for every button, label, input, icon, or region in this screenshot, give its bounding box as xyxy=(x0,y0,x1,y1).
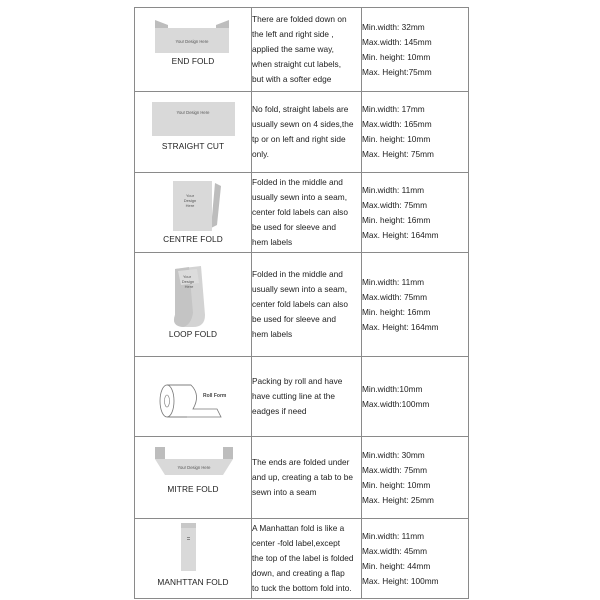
desc-line: The ends are folded under xyxy=(252,457,350,467)
mitre-fold-label-icon xyxy=(135,437,252,519)
manhattan-fold-description xyxy=(252,519,362,599)
spec-min-width: Min.width: 32mm xyxy=(362,21,425,32)
spec-max-height: Max. Height: 164mm xyxy=(362,229,439,240)
end-fold-illustration-cell xyxy=(135,8,252,92)
mitre-fold-specs xyxy=(362,437,469,519)
desc-line: have cutting line at the xyxy=(252,391,336,401)
desc-line: usually sewn into a seam, xyxy=(252,284,348,294)
desc-line: Packing by roll and have xyxy=(252,376,343,386)
table-row-manhattan-fold xyxy=(135,519,469,599)
end-fold-description xyxy=(252,8,362,92)
table-row-centre-fold xyxy=(135,173,469,253)
spec-max-width: Max.width: 75mm xyxy=(362,464,428,475)
centre-fold-name: CENTRE FOLD xyxy=(163,234,223,244)
end-fold-label-icon xyxy=(135,8,252,92)
end-fold-name: END FOLD xyxy=(171,56,215,66)
manhattan-fold-name: MANHTTAN FOLD xyxy=(157,577,229,587)
desc-line: applied the same way, xyxy=(252,44,334,54)
straight-cut-label-text: Your Design Here xyxy=(176,110,210,115)
roll-form-specs xyxy=(362,357,469,437)
spec-min-height: Min. height: 44mm xyxy=(362,560,431,571)
desc-line: hem labels xyxy=(252,329,293,339)
centre-fold-illustration-cell xyxy=(135,173,252,253)
manhattan-fold-specs xyxy=(362,519,469,599)
spec-min-width: Min.width: 11mm xyxy=(362,530,425,541)
centre-fold-description xyxy=(252,173,362,253)
desc-line: but with a softer edge xyxy=(252,74,332,84)
desc-line: hem labels xyxy=(252,237,293,247)
loop-fold-description xyxy=(252,253,362,357)
desc-line: center fold labels can also xyxy=(252,207,348,217)
desc-line: eadges if need xyxy=(252,406,307,416)
desc-line: usually sewn into a seam, xyxy=(252,192,348,202)
roll-form-description xyxy=(252,357,362,437)
spec-max-height: Max. Height: 164mm xyxy=(362,321,439,332)
desc-line: usually sewn on 4 sides,the xyxy=(252,119,354,129)
spec-min-height: Min. height: 10mm xyxy=(362,479,431,490)
desc-line: Folded in the middle and xyxy=(252,269,343,279)
spec-min-height: Min. height: 16mm xyxy=(362,306,431,317)
spec-max-width: Max.width: 145mm xyxy=(362,36,432,47)
table-row-straight-cut xyxy=(135,92,469,173)
mitre-fold-description xyxy=(252,437,362,519)
spec-min-width: Min.width: 11mm xyxy=(362,184,425,195)
desc-line: No fold, straight labels are xyxy=(252,104,349,114)
desc-line: and up, creating a tab to be xyxy=(252,472,354,482)
table-row-end-fold xyxy=(135,8,469,92)
desc-line: center -fold label,except xyxy=(252,538,341,548)
mitre-fold-name: MITRE FOLD xyxy=(167,484,219,494)
manhattan-fold-illustration-cell xyxy=(135,519,252,599)
desc-line: tp or on left and right side xyxy=(252,134,346,144)
spec-max-height: Max. Height: 100mm xyxy=(362,575,439,586)
straight-cut-label-icon xyxy=(135,92,252,173)
desc-line: down, and creating a flap xyxy=(252,568,345,578)
spec-max-width: Max.width: 165mm xyxy=(362,119,432,129)
table-row-mitre-fold xyxy=(135,437,469,519)
table-row-loop-fold xyxy=(135,253,469,357)
desc-line: to tuck the bottom fold into. xyxy=(252,583,352,593)
desc-line: the top of the label is folded xyxy=(252,553,354,563)
desc-line: be used for sleeve and xyxy=(252,222,336,232)
desc-line: when straight cut labels, xyxy=(252,59,342,69)
mitre-fold-label-text: Your Design Here xyxy=(177,465,211,470)
desc-line: only. xyxy=(252,149,269,159)
desc-line: the left and right side , xyxy=(252,29,334,39)
spec-max-height: Max. Height:75mm xyxy=(362,66,432,77)
loop-fold-label-text-2: Design xyxy=(181,279,195,284)
desc-line: center fold labels can also xyxy=(252,299,348,309)
centre-fold-label-text-1: Your xyxy=(185,193,195,198)
manhattan-fold-label-icon xyxy=(135,519,252,599)
table-row-roll-form xyxy=(135,357,469,437)
spec-max-width: Max.width: 45mm xyxy=(362,545,428,556)
spec-min-width: Min.width: 11mm xyxy=(362,276,425,287)
loop-fold-label-text-3: Here xyxy=(184,284,194,289)
loop-fold-label-icon xyxy=(135,253,252,357)
desc-line: be used for sleeve and xyxy=(252,314,336,324)
loop-fold-label-text-1: Your xyxy=(182,274,192,279)
mitre-fold-illustration-cell xyxy=(135,437,252,519)
roll-form-label-text: Roll Form xyxy=(203,393,227,399)
spec-min-height: Min. height: 10mm xyxy=(362,134,431,144)
spec-min-height: Min. height: 10mm xyxy=(362,51,431,62)
desc-line: Folded in the middle and xyxy=(252,177,343,187)
end-fold-label-text: Your Design Here xyxy=(175,39,209,44)
spec-min-width: Min.width:10mm xyxy=(362,383,423,394)
straight-cut-illustration-cell xyxy=(135,92,252,173)
desc-line: A Manhattan fold is like a xyxy=(252,523,345,533)
desc-line: There are folded down on xyxy=(252,14,347,24)
straight-cut-description xyxy=(252,92,362,173)
roll-form-icon xyxy=(135,357,252,437)
roll-form-illustration-cell xyxy=(135,357,252,437)
centre-fold-label-text-2: Design xyxy=(183,198,197,203)
spec-max-height: Max. Height: 25mm xyxy=(362,494,434,505)
spec-max-width: Max.width: 75mm xyxy=(362,291,428,302)
loop-fold-name: LOOP FOLD xyxy=(168,329,218,339)
centre-fold-specs xyxy=(362,173,469,253)
label-fold-table xyxy=(134,7,469,599)
loop-fold-specs xyxy=(362,253,469,357)
spec-max-height: Max. Height: 75mm xyxy=(362,149,434,159)
straight-cut-specs xyxy=(362,92,469,173)
spec-max-width: Max.width: 75mm xyxy=(362,199,428,210)
spec-min-width: Min.width: 30mm xyxy=(362,449,425,460)
end-fold-specs xyxy=(362,8,469,92)
centre-fold-label-text-3: Here xyxy=(185,203,195,208)
desc-line: sewn into a seam xyxy=(252,487,317,497)
straight-cut-name: STRAIGHT CUT xyxy=(161,141,225,151)
spec-min-height: Min. height: 16mm xyxy=(362,214,431,225)
spec-min-width: Min.width: 17mm xyxy=(362,104,425,114)
loop-fold-illustration-cell xyxy=(135,253,252,357)
spec-max-width: Max.width:100mm xyxy=(362,398,430,409)
